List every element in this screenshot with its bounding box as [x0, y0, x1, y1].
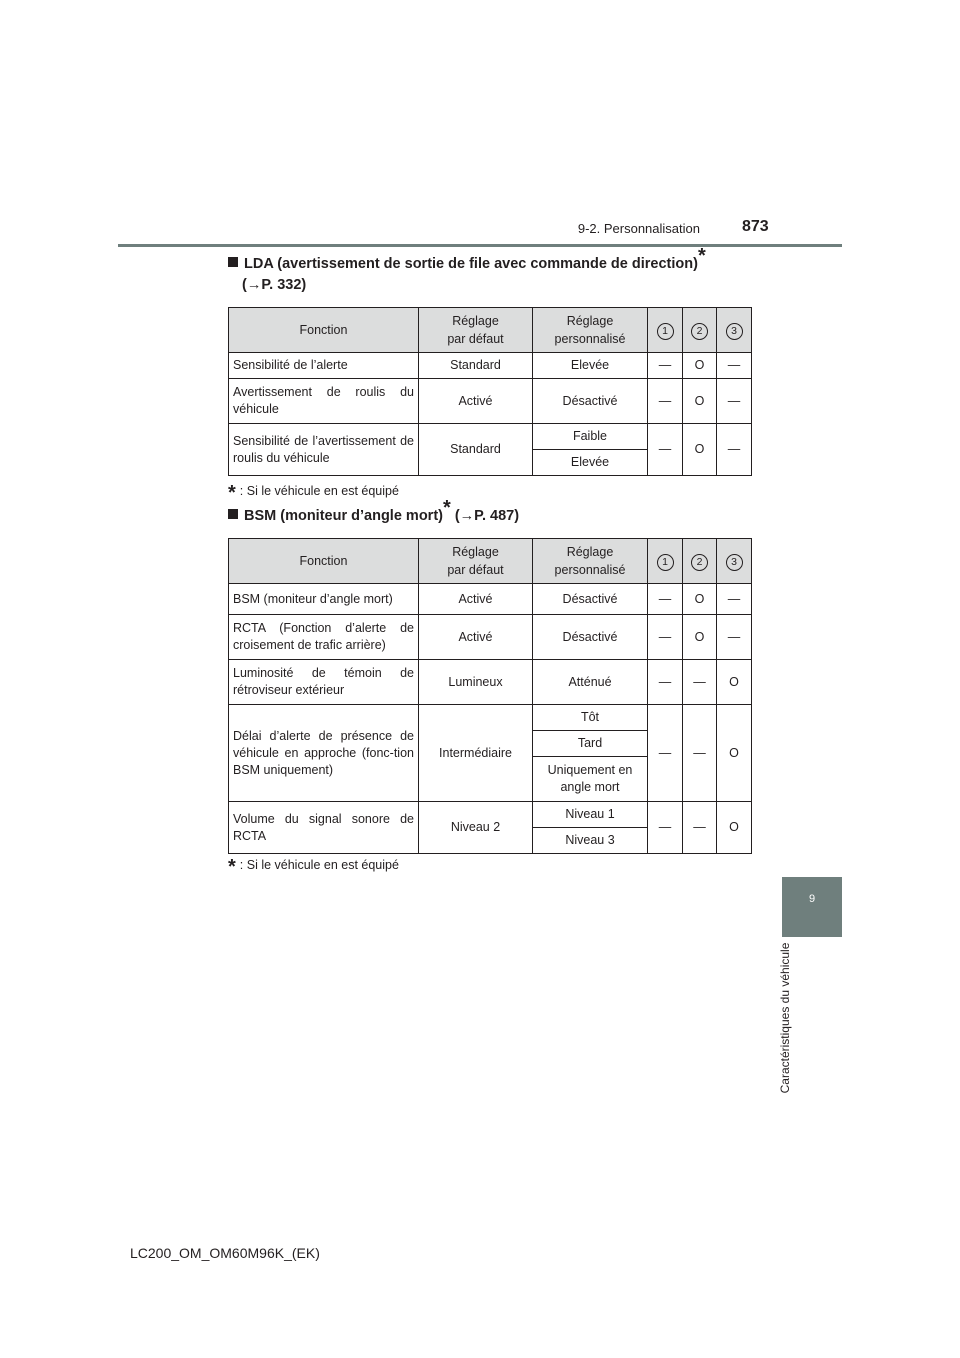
row-function: Délai d’alerte de présence de véhicule en approche (fonc-tion BSM uniquement) — [229, 705, 419, 802]
row-function: Volume du signal sonore de RCTA — [229, 802, 419, 854]
row-custom-option: Faible — [533, 424, 648, 450]
chapter-number: 9 — [808, 893, 816, 905]
bsm-footnote — [228, 856, 399, 879]
circled-1-icon: 1 — [657, 554, 674, 571]
row-function: BSM (moniteur d’angle mort) — [229, 584, 419, 615]
header-default: Réglage par défaut — [419, 539, 533, 584]
header-divider — [118, 244, 842, 247]
row-mark-1: — — [648, 353, 683, 379]
row-custom-option: Niveau 3 — [533, 828, 648, 854]
lda-title: LDA (avertissement de sortie de file avec commande de direction) — [244, 256, 698, 272]
row-custom-option: Niveau 1 — [533, 802, 648, 828]
row-mark-1: — — [648, 705, 683, 802]
table-row — [229, 705, 752, 731]
row-mark-3: O — [717, 660, 752, 705]
footnote-star: * — [697, 245, 706, 268]
table-row — [229, 615, 752, 660]
header-circle-1 — [648, 308, 683, 353]
row-mark-3: O — [717, 802, 752, 854]
circled-2-icon: 2 — [691, 554, 708, 571]
square-bullet-icon — [228, 257, 238, 267]
lda-reference[interactable]: (→P. 332) — [242, 277, 307, 293]
table-row — [229, 379, 752, 424]
row-mark-2: — — [683, 660, 717, 705]
row-custom-option: Uniquement en angle mort — [533, 757, 648, 802]
table-header-row — [229, 539, 752, 584]
row-custom-option: Elevée — [533, 450, 648, 476]
circled-2-icon: 2 — [691, 323, 708, 340]
chapter-label: Caractéristiques du véhicule — [778, 942, 792, 1094]
header-fonction: Fonction — [229, 308, 419, 353]
row-default: Activé — [419, 584, 533, 615]
row-mark-2: O — [683, 424, 717, 476]
circled-3-icon: 3 — [726, 554, 743, 571]
table-row — [229, 584, 752, 615]
row-mark-3: — — [717, 353, 752, 379]
row-mark-2: O — [683, 353, 717, 379]
header-default: Réglage par défaut — [419, 308, 533, 353]
row-function: Sensibilité de l’avertissement de roulis du véhicule — [229, 424, 419, 476]
row-function: Luminosité de témoin de rétroviseur extérieur — [229, 660, 419, 705]
table-header-row — [229, 308, 752, 353]
bsm-heading — [228, 497, 520, 524]
header-circle-3 — [717, 539, 752, 584]
document-code: LC200_OM_OM60M96K_(EK) — [130, 1245, 320, 1261]
circled-1-icon: 1 — [657, 323, 674, 340]
header-custom: Réglage personnalisé — [533, 539, 648, 584]
row-custom-option: Tard — [533, 731, 648, 757]
row-mark-1: — — [648, 802, 683, 854]
row-default: Activé — [419, 615, 533, 660]
row-mark-2: — — [683, 705, 717, 802]
bsm-table — [228, 538, 752, 854]
row-mark-3: — — [717, 424, 752, 476]
footnote-text: : Si le véhicule en est équipé — [239, 858, 399, 872]
section-title: 9-2. Personnalisation — [577, 221, 700, 236]
footnote-star: * — [228, 856, 236, 878]
row-default: Intermédiaire — [419, 705, 533, 802]
row-default: Activé — [419, 379, 533, 424]
row-mark-2: — — [683, 802, 717, 854]
lda-heading — [228, 245, 706, 272]
row-mark-2: O — [683, 615, 717, 660]
lda-table — [228, 307, 752, 476]
header-custom: Réglage personnalisé — [533, 308, 648, 353]
row-mark-1: — — [648, 584, 683, 615]
table-row — [229, 424, 752, 450]
table-row — [229, 353, 752, 379]
row-custom: Elevée — [533, 353, 648, 379]
row-function: Avertissement de roulis du véhicule — [229, 379, 419, 424]
bsm-title: BSM (moniteur d’angle mort) — [244, 508, 443, 524]
footnote-star: * — [228, 482, 236, 504]
table-row — [229, 660, 752, 705]
row-mark-1: — — [648, 379, 683, 424]
row-mark-3: — — [717, 615, 752, 660]
row-function: Sensibilité de l’alerte — [229, 353, 419, 379]
row-mark-3: O — [717, 705, 752, 802]
row-custom: Désactivé — [533, 379, 648, 424]
square-bullet-icon — [228, 509, 238, 519]
footnote-text: : Si le véhicule en est équipé — [239, 484, 399, 498]
row-custom-option: Tôt — [533, 705, 648, 731]
lda-footnote — [228, 482, 399, 505]
row-mark-1: — — [648, 424, 683, 476]
row-default: Lumineux — [419, 660, 533, 705]
row-default: Standard — [419, 353, 533, 379]
header-circle-1 — [648, 539, 683, 584]
row-custom: Désactivé — [533, 584, 648, 615]
row-mark-1: — — [648, 615, 683, 660]
row-custom: Atténué — [533, 660, 648, 705]
row-custom: Désactivé — [533, 615, 648, 660]
row-default: Standard — [419, 424, 533, 476]
header-circle-2 — [683, 308, 717, 353]
page-number: 873 — [742, 218, 769, 235]
row-function: RCTA (Fonction d’alerte de croisement de trafic arrière) — [229, 615, 419, 660]
header-circle-3 — [717, 308, 752, 353]
row-mark-2: O — [683, 584, 717, 615]
header-fonction: Fonction — [229, 539, 419, 584]
table-row — [229, 802, 752, 828]
row-mark-3: — — [717, 379, 752, 424]
circled-3-icon: 3 — [726, 323, 743, 340]
row-default: Niveau 2 — [419, 802, 533, 854]
row-mark-2: O — [683, 379, 717, 424]
footnote-star: * — [442, 497, 451, 520]
row-mark-1: — — [648, 660, 683, 705]
row-mark-3: — — [717, 584, 752, 615]
header-circle-2 — [683, 539, 717, 584]
bsm-reference[interactable]: (→P. 487) — [454, 508, 520, 524]
